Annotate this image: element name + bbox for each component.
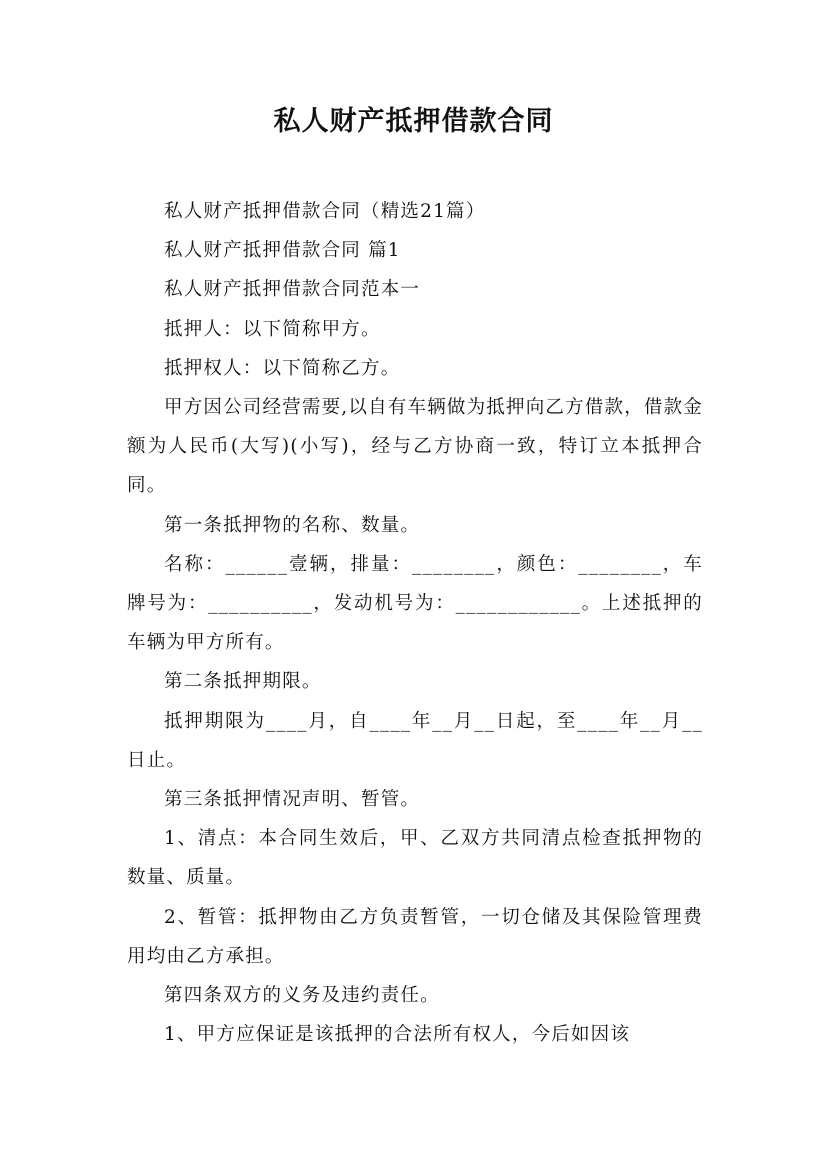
- paragraph-subtitle: 私人财产抵押借款合同（精选21篇）: [164, 201, 486, 222]
- paragraph-article-3-item-2: 2、暂管：抵押物由乙方负责暂管，一切仓储及其保险管理费用均由乙方承担。: [127, 906, 703, 967]
- paragraph-article-3-item-1: 1、清点：本合同生效后，甲、乙双方共同清点检查抵押物的数量、质量。: [127, 828, 703, 889]
- document-title: 私人财产抵押借款合同: [273, 106, 554, 137]
- paragraph-article-2-body: 抵押期限为____月，自____年__月__日起，至____年__月__日止。: [127, 710, 703, 771]
- document-body: [127, 192, 703, 1054]
- paragraph-mortgagee: 抵押权人：以下简称乙方。: [164, 357, 401, 379]
- paragraph-article-1-body: 名称：______壹辆，排量：________，颜色：________，车牌号为：__________，发动机号为：____________。上述抵押的车辆为甲方所有。: [127, 553, 703, 654]
- paragraph-article-3-heading: 第三条抵押情况声明、暂管。: [164, 789, 421, 811]
- paragraph-article-2-heading: 第二条抵押期限。: [164, 671, 322, 693]
- paragraph-section-heading: 私人财产抵押借款合同 篇1: [164, 240, 401, 262]
- paragraph-template-name: 私人财产抵押借款合同范本一: [164, 279, 421, 301]
- paragraph-preamble: 甲方因公司经营需要,以自有车辆做为抵押向乙方借款，借款金额为人民币(大写)(小写)，经与乙方协商一致，特订立本抵押合同。: [127, 397, 703, 497]
- paragraph-article-1-heading: 第一条抵押物的名称、数量。: [164, 514, 421, 536]
- paragraph-mortgagor: 抵押人：以下简称甲方。: [164, 318, 381, 340]
- paragraph-article-4-item-1: 1、甲方应保证是该抵押的合法所有权人，今后如因该: [164, 1024, 631, 1046]
- paragraph-article-4-heading: 第四条双方的义务及违约责任。: [164, 985, 440, 1007]
